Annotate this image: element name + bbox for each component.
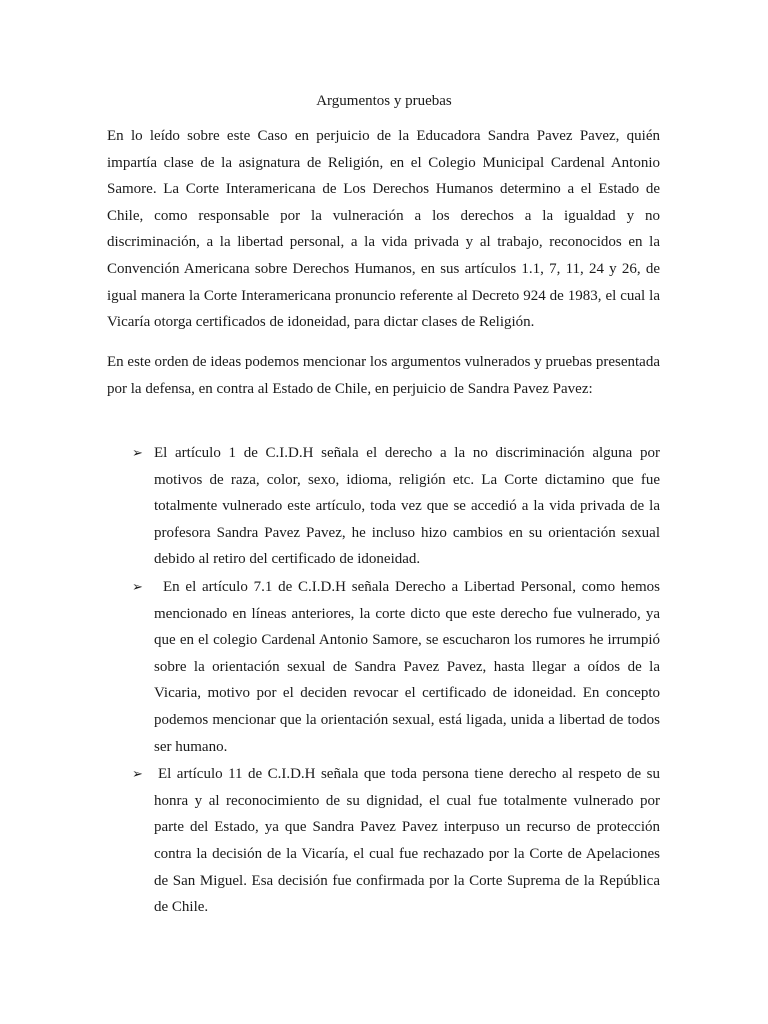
list-item-article-7-1 xyxy=(107,574,660,760)
list-item-article-1 xyxy=(107,440,660,573)
bullet-text: El artículo 11 de C.I.D.H señala que toda persona tiene derecho al respeto de su honra y al reconocimiento de su dignidad, el cual fue totalmente vulnerado por parte del Estado, ya que Sandra Pavez Pavez interpuso un recurso de protección contra la decisión de la Vicaría, el cual fue rechazado por la Corte de Apelaciones de San Miguel. Esa decisión fue confirmada por la Corte Suprema de la República de Chile. xyxy=(154,766,660,916)
paragraph-arguments: En este orden de ideas podemos mencionar los argumentos vulnerados y pruebas presentada por la defensa, en contra al Estado de Chile, en perjuicio de Sandra Pavez Pavez: xyxy=(107,354,660,397)
bullet-text: El artículo 1 de C.I.D.H señala el derecho a la no discriminación alguna por motivos de raza, color, sexo, idioma, religión etc. La Corte dictamino que fue totalmente vulnerado este artículo, toda vez que se accedió a la vida privada de la profesora Sandra Pavez Pavez, he incluso hizo cambios en su orientación sexual debido al retiro del certificado de idoneidad. xyxy=(154,445,660,568)
arrowhead-bullet-icon: ➢ xyxy=(132,578,143,594)
list-item-article-11 xyxy=(107,761,660,921)
arguments-list xyxy=(107,440,660,922)
paragraph-intro: En lo leído sobre este Caso en perjuicio de la Educadora Sandra Pavez Pavez, quién impartía clase de la asignatura de Religión, en el Colegio Municipal Cardenal Antonio Samore. La Corte Interamericana de Los Derechos Humanos determino a el Estado de Chile, como responsable por la vulneración a los derechos a la igualdad y no discriminación, a la libertad personal, a la vida privada y al trabajo, reconocidos en la Convención Americana sobre Derechos Humanos, en sus artículos 1.1, 7, 11, 24 y 26, de igual manera la Corte Interamericana pronuncio referente al Decreto 924 de 1983, el cual la Vicaría otorga certificados de idoneidad, para dictar clases de Religión. xyxy=(107,128,660,331)
bullet-text: En el artículo 7.1 de C.I.D.H señala Derecho a Libertad Personal, como hemos mencionado en líneas anteriores, la corte dicto que este derecho fue vulnerado, ya que en el colegio Cardenal Antonio Samore, se escucharon los rumores he irrumpió sobre la orientación sexual de Sandra Pavez Pavez, hasta llegar a oídos de la Vicaria, motivo por el deciden revocar el certificado de idoneidad. En concepto podemos mencionar que la orientación sexual, está ligada, unida a libertad de todos ser humano. xyxy=(154,578,660,755)
arrowhead-bullet-icon: ➢ xyxy=(132,766,143,782)
document-title: Argumentos y pruebas xyxy=(316,93,452,109)
arrowhead-bullet-icon: ➢ xyxy=(132,445,143,460)
